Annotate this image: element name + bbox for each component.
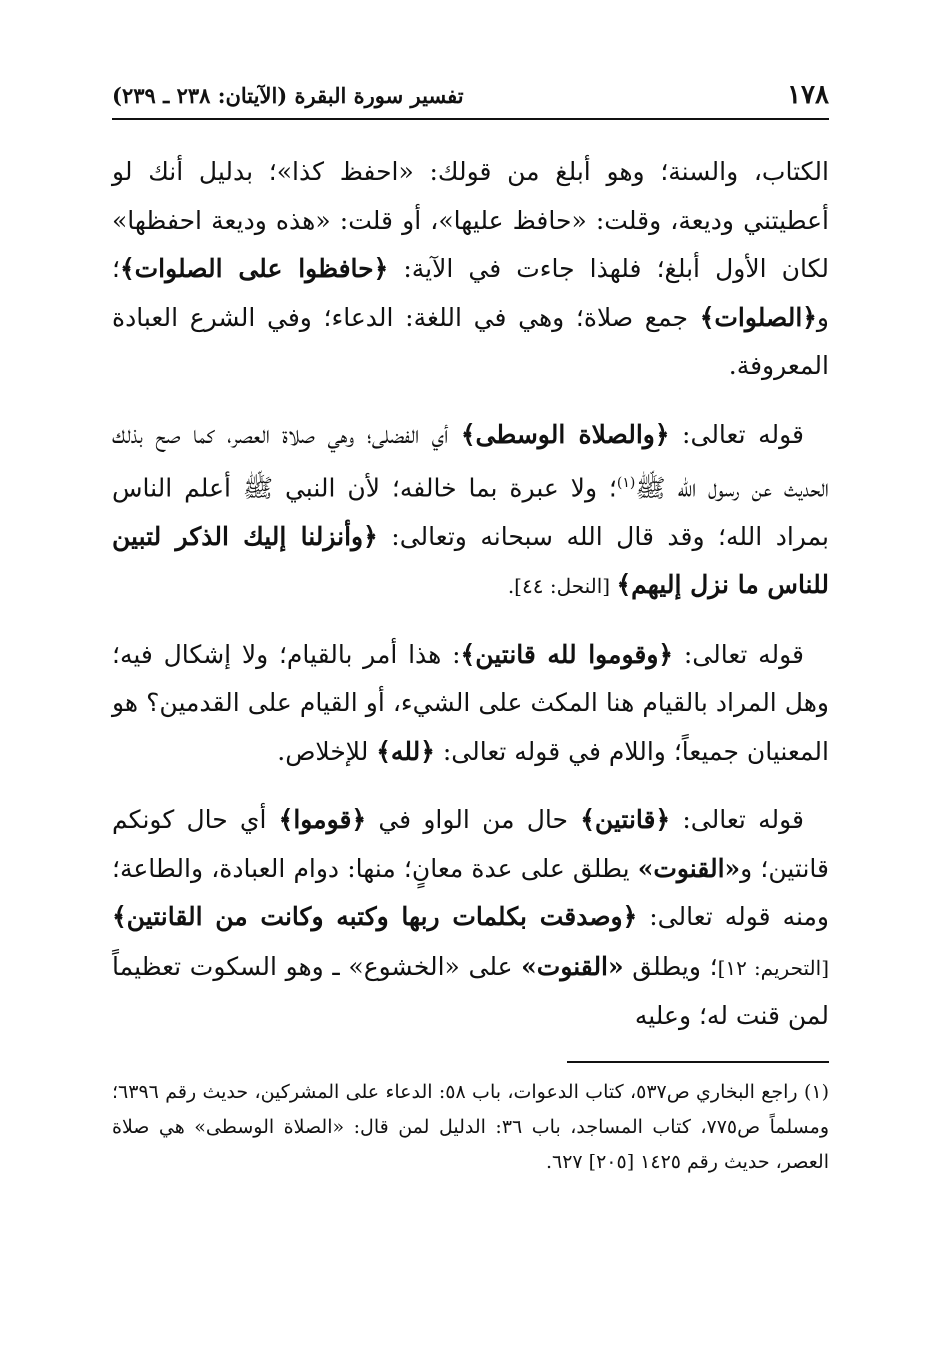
text: الكتاب، والسنة؛ وهو أبلغ من قولك: «احفظ كذا»؛ بدليل أنك لو أعطيتني وديعة، وقلت: «حافظ عليها»، أو قلت: «هذه وديعة احفظها» لكان الأول أبلغ؛ فلهذا جاءت في الآية: (112, 157, 830, 283)
quran-quote: ﴿قانتين﴾ (580, 805, 671, 835)
quran-quote: ﴿وأنزلنا إليك الذكر لتبين للناس ما نزل إليهم﴾ (112, 521, 829, 600)
text: للإخلاص. (277, 736, 377, 766)
quran-quote: ﴿والصلاة الوسطى﴾ (460, 419, 670, 449)
paragraph-2 (112, 411, 829, 611)
text: ؛ ولا عبرة بما خالفه؛ لأن النبي ﷺ أعلم الناس بمراد الله؛ وقد قال الله سبحانه وتعالى: (112, 473, 829, 551)
running-title: تفسير سورة البقرة (الآيتان: ٢٣٨ ـ ٢٣٩) (112, 83, 464, 108)
text: قوله تعالى: (673, 639, 804, 669)
term-quote: «القنوت» (521, 951, 624, 981)
text: أي حال كونكم قانتين؛ و (112, 805, 829, 883)
page-number: ١٧٨ (787, 80, 829, 110)
quran-quote: ﴿وصدقت بكلمات ربها وكتبه وكانت من القانتين﴾ (112, 902, 638, 932)
term-quote: «القنوت» (637, 853, 741, 883)
footnote-marker: (١) (616, 475, 636, 491)
text: ؛ ويطلق (623, 951, 718, 981)
verse-reference: [التحريم: ١٢] (717, 955, 829, 980)
text: ؛ و (112, 254, 829, 332)
quran-quote: ﴿وقوموا لله قانتين﴾ (460, 639, 674, 669)
text: حال من الواو في (366, 805, 581, 835)
paragraph-1 (112, 148, 829, 391)
text: قوله تعالى: (670, 805, 804, 835)
footnote-divider (567, 1061, 829, 1063)
page-header (112, 80, 829, 120)
text: يطلق على عدة معانٍ؛ منها: دوام العبادة، والطاعة؛ ومنه قوله تعالى: (112, 853, 829, 932)
paragraph-4 (112, 796, 829, 1041)
quran-quote: ﴿لله﴾ (376, 736, 435, 766)
verse-reference: [النحل: ٤٤]. (507, 574, 617, 599)
footnote: (١) راجع البخاري ص٥٣٧، كتاب الدعوات، باب ٥٨: الدعاء على المشركين، حديث رقم ٦٣٩٦؛ ومسلماً ص٧٧٥، كتاب المساجد، باب ٣٦: الدليل لمن قال: «الصلاة الوسطى» هي صلاة العصر، حديث رقم ١٤٢٥ [٢٠٥] ٦٢٧. (112, 1080, 830, 1173)
quran-quote: ﴿قوموا﴾ (278, 805, 367, 835)
quran-quote: ﴿الصلوات﴾ (699, 302, 817, 332)
text: قوله تعالى: (669, 419, 804, 449)
text: أي الفضلى؛ وهي صلاة العصر، كما صح بذلك الحديث عن رسول الله ﷺ (112, 419, 829, 503)
text: على «الخشوع» ـ وهو السكوت تعظيماً لمن قنت له؛ وعليه (112, 951, 829, 1031)
quran-quote: ﴿حافظوا على الصلوات﴾ (119, 254, 389, 283)
text: : هذا أمر بالقيام؛ ولا إشكال فيه؛ وهل المراد بالقيام هنا المكث على الشيء، أو القيام على القدمين؟ هو المعنيان جميعاً؛ واللام في قوله تعالى: (112, 639, 829, 766)
paragraph-3 (112, 631, 829, 777)
text: جمع صلاة؛ وهي في اللغة: الدعاء؛ وفي الشرع العبادة المعروفة. (112, 302, 829, 380)
